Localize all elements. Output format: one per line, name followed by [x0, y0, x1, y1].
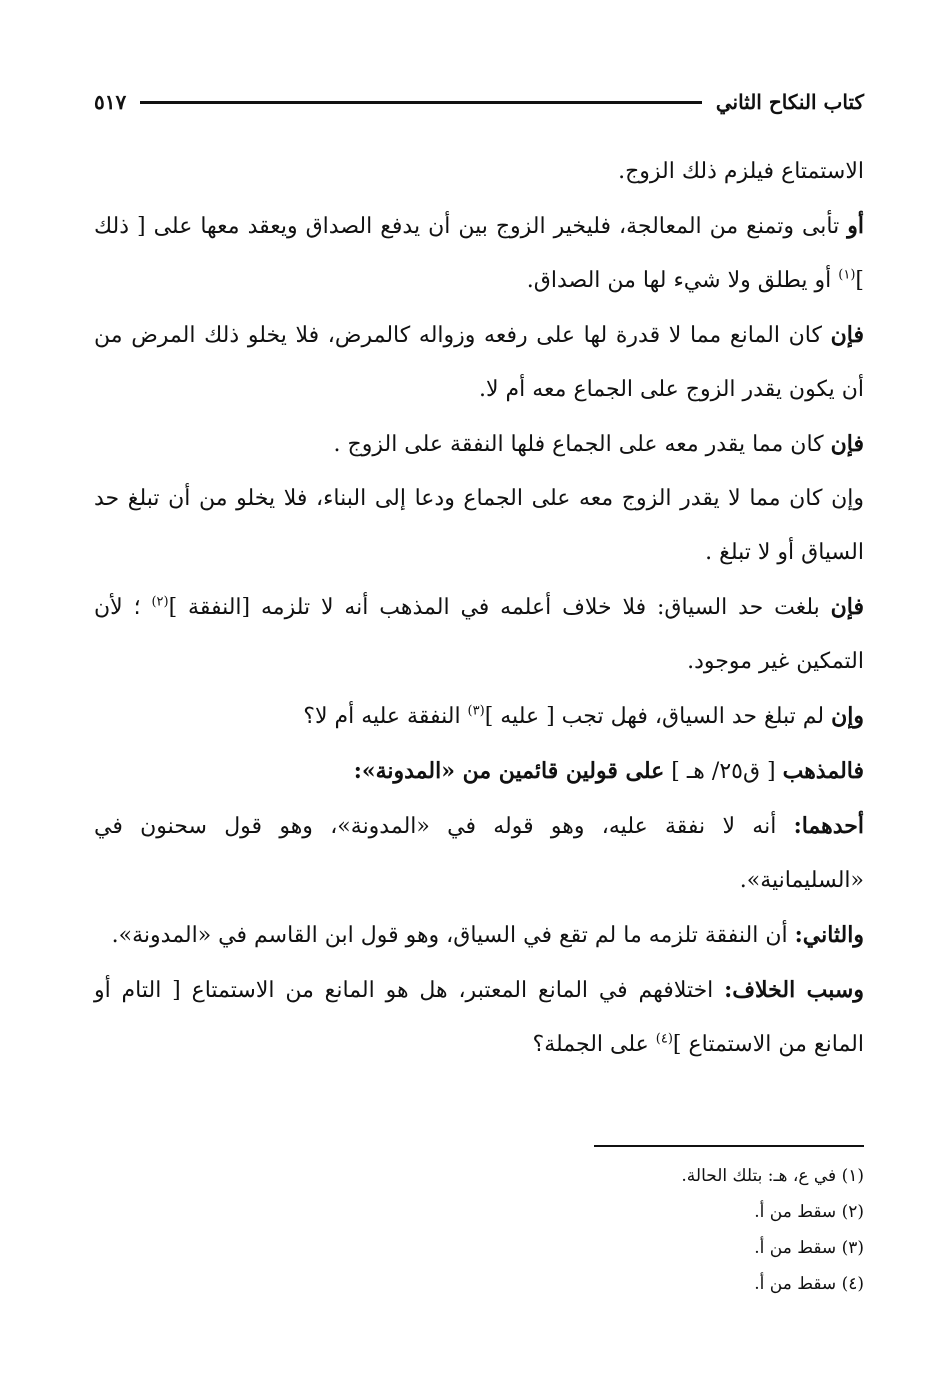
- footnote-separator: [594, 1145, 864, 1147]
- paragraph-8: [94, 744, 864, 799]
- paragraph-11: [94, 963, 864, 1072]
- paragraph-2: [94, 199, 864, 308]
- footnotes: [464, 1158, 864, 1302]
- footnote-ref: (١): [838, 267, 856, 283]
- lead-word: أحدهما:: [793, 813, 864, 839]
- paragraph-text: وإن كان مما لا يقدر الزوج معه على الجماع ودعا إلى البناء، فلا يخلو من أن تبلغ حد السياق أو لا تبلغ .: [94, 486, 864, 565]
- paragraph-9: [94, 799, 864, 908]
- footnote-3: (٣) سقط من أ.: [754, 1238, 864, 1258]
- paragraph-5: [94, 472, 864, 580]
- footnote-1: (١) في ع، هـ: بتلك الحالة.: [681, 1166, 864, 1186]
- paragraph-text: النفقة عليه أم لا؟: [303, 704, 468, 729]
- lead-word: وإن: [831, 703, 864, 729]
- header-rule: [140, 101, 702, 104]
- footnote-2: (٢) سقط من أ.: [754, 1202, 864, 1222]
- paragraph-text: على الجملة؟: [532, 1032, 656, 1057]
- chapter-title: كتاب النكاح الثاني: [715, 90, 864, 114]
- paragraph-7: [94, 689, 864, 744]
- running-header: [94, 82, 864, 122]
- page-number: ٥١٧: [94, 90, 127, 114]
- lead-word: فالمذهب: [782, 758, 864, 784]
- footnote-4: (٤) سقط من أ.: [754, 1274, 864, 1294]
- lead-word: وسبب الخلاف:: [724, 977, 864, 1003]
- lead-word: أو: [847, 213, 864, 239]
- main-text: [94, 145, 864, 1072]
- lead-word: فإن: [830, 431, 864, 457]
- folio-marker: [ ق٢٥/ هـ ]: [664, 759, 783, 784]
- paragraph-6: [94, 580, 864, 689]
- paragraph-text: الاستمتاع فيلزم ذلك الزوج.: [618, 159, 864, 184]
- paragraph-text: أن النفقة تلزمه ما لم تقع في السياق، وهو قول ابن القاسم في «المدونة».: [111, 923, 795, 948]
- lead-word: فإن: [830, 322, 864, 348]
- lead-word: والثاني:: [794, 922, 864, 948]
- paragraph-text: كان المانع مما لا قدرة لها على رفعه وزواله كالمرض، فلا يخلو ذلك المرض من أن يكون يقدر الزوج على الجماع معه أم لا.: [94, 323, 864, 402]
- paragraph-text: اختلافهم في المانع المعتبر، هل هو المانع من الاستمتاع [ التام أو المانع من الاستمتاع ]: [94, 978, 864, 1057]
- paragraph-4: [94, 417, 864, 472]
- paragraph-text: كان مما يقدر معه على الجماع فلها النفقة على الزوج .: [333, 432, 831, 457]
- paragraph-text: لم تبلغ حد السياق، فهل تجب [ عليه ]: [484, 704, 832, 729]
- paragraph-1: [94, 145, 864, 199]
- bold-phrase: على قولين قائمين من «المدونة»:: [353, 758, 665, 784]
- footnote-ref: (٤): [655, 1031, 673, 1047]
- paragraph-text: أو يطلق ولا شيء لها من الصداق.: [526, 268, 839, 293]
- footnote-ref: (٣): [467, 703, 485, 719]
- paragraph-text: ؛ لأن التمكين غير موجود.: [94, 595, 864, 674]
- paragraph-text: بلغت حد السياق: فلا خلاف أعلمه في المذهب أنه لا تلزمه [النفقة ]: [168, 595, 831, 620]
- paragraph-10: [94, 908, 864, 963]
- lead-word: فإن: [830, 594, 865, 620]
- paragraph-text: تأبى وتمنع من المعالجة، فليخير الزوج بين أن يدفع الصداق ويعقد معها على [ ذلك ]: [94, 214, 864, 293]
- paragraph-3: [94, 308, 864, 417]
- footnote-ref: (٢): [151, 594, 169, 610]
- paragraph-text: أنه لا نفقة عليه، وهو قوله في «المدونة»، وهو قول سحنون في «السليمانية».: [94, 814, 864, 893]
